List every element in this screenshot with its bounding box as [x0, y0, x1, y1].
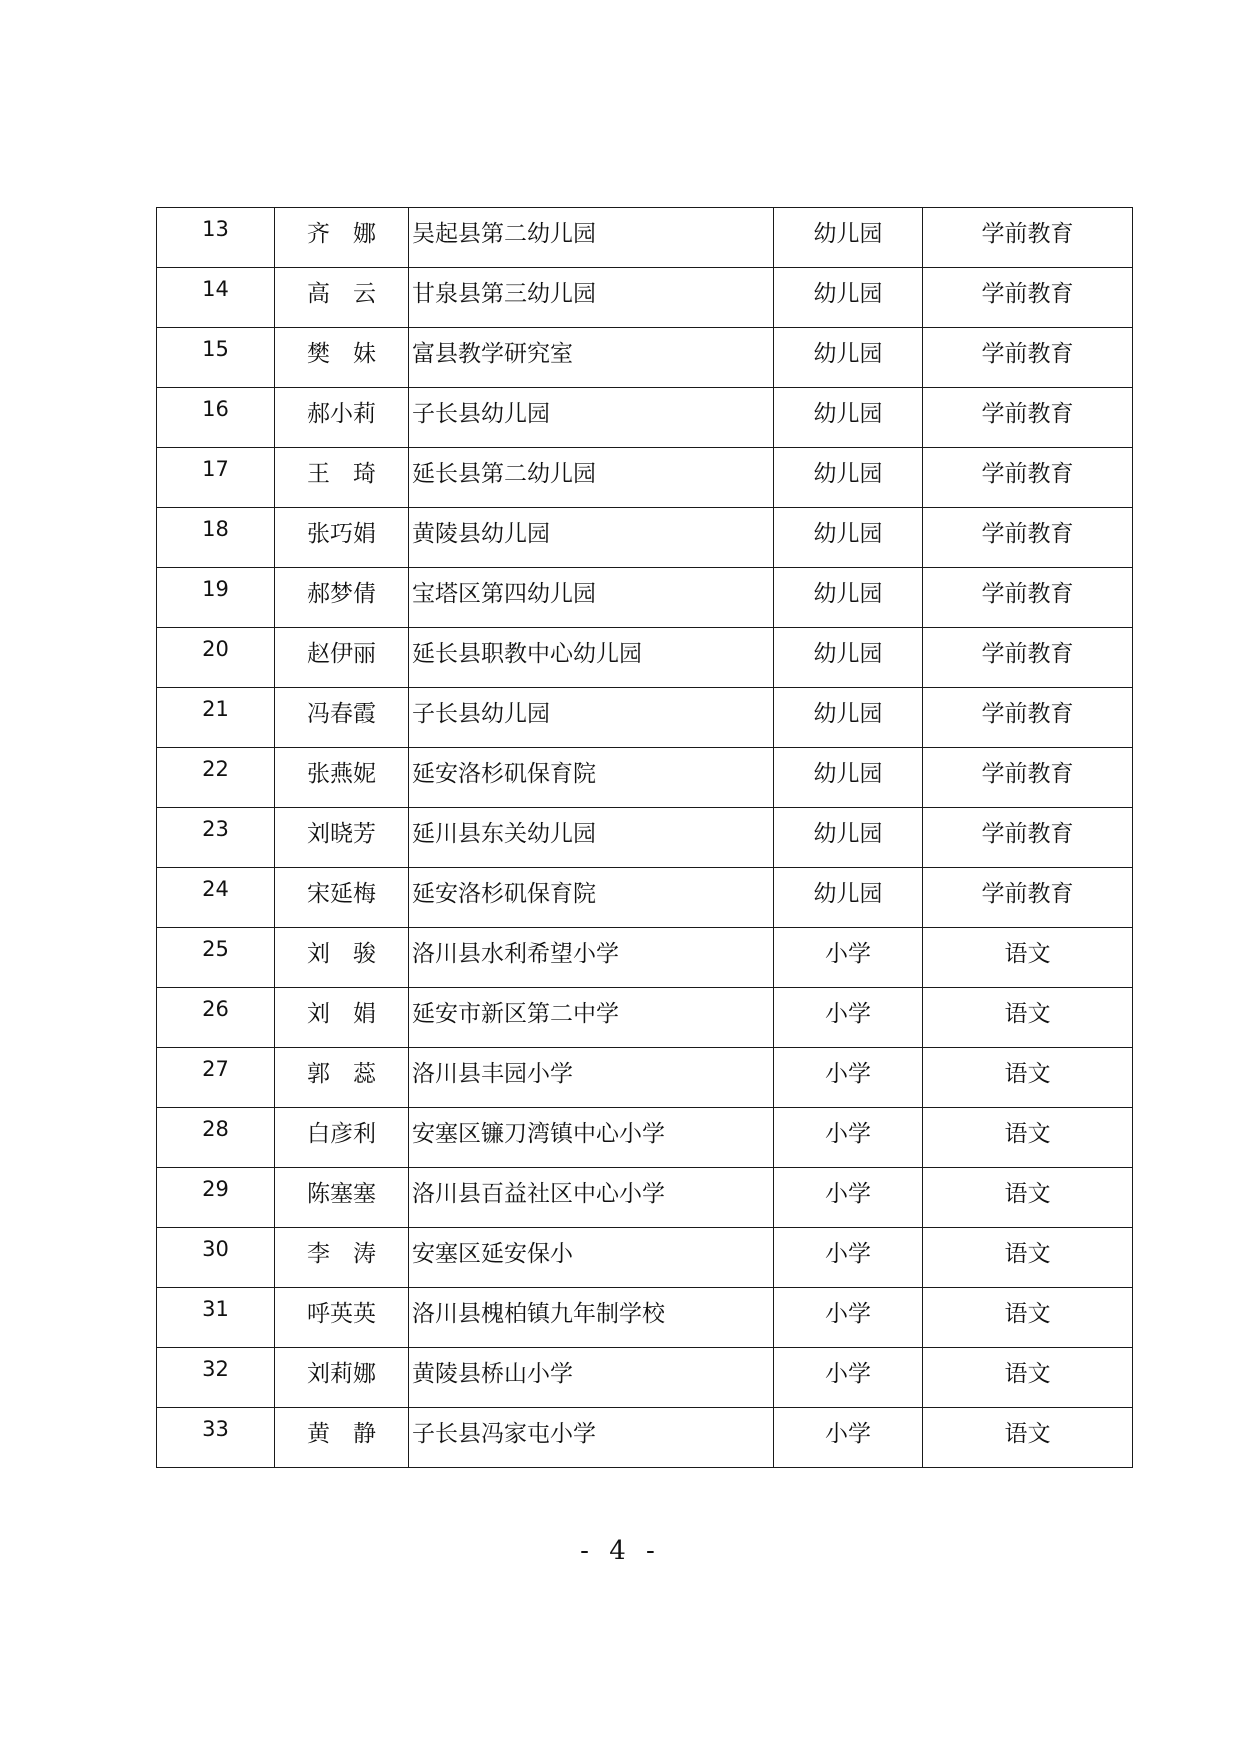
school-level-cell: 小学 — [774, 1288, 923, 1348]
serial-number-cell: 33 — [157, 1408, 275, 1468]
subject-cell: 学前教育 — [923, 808, 1133, 868]
table-row — [157, 388, 1133, 448]
table-row — [157, 928, 1133, 988]
name-cell: 赵伊丽 — [275, 628, 409, 688]
name-cell: 齐 娜 — [275, 208, 409, 268]
school-level-cell: 小学 — [774, 928, 923, 988]
school-level-cell: 幼儿园 — [774, 208, 923, 268]
subject-cell: 学前教育 — [923, 388, 1133, 448]
school-level-cell: 幼儿园 — [774, 508, 923, 568]
serial-number-cell: 31 — [157, 1288, 275, 1348]
unit-cell: 宝塔区第四幼儿园 — [409, 568, 774, 628]
unit-cell: 安塞区延安保小 — [409, 1228, 774, 1288]
name-cell: 郝梦倩 — [275, 568, 409, 628]
unit-cell: 洛川县百益社区中心小学 — [409, 1168, 774, 1228]
school-level-cell: 小学 — [774, 1408, 923, 1468]
school-level-cell: 幼儿园 — [774, 688, 923, 748]
serial-number-cell: 14 — [157, 268, 275, 328]
name-cell: 陈塞塞 — [275, 1168, 409, 1228]
serial-number-cell: 29 — [157, 1168, 275, 1228]
serial-number-cell: 22 — [157, 748, 275, 808]
subject-cell: 语文 — [923, 1228, 1133, 1288]
subject-cell: 语文 — [923, 988, 1133, 1048]
subject-cell: 学前教育 — [923, 268, 1133, 328]
subject-cell: 学前教育 — [923, 628, 1133, 688]
name-cell: 郭 蕊 — [275, 1048, 409, 1108]
roster-table-body — [157, 208, 1133, 1468]
unit-cell: 洛川县水利希望小学 — [409, 928, 774, 988]
school-level-cell: 小学 — [774, 1348, 923, 1408]
table-row — [157, 688, 1133, 748]
serial-number-cell: 21 — [157, 688, 275, 748]
name-cell: 张燕妮 — [275, 748, 409, 808]
table-row — [157, 508, 1133, 568]
school-level-cell: 幼儿园 — [774, 748, 923, 808]
subject-cell: 学前教育 — [923, 868, 1133, 928]
table-row — [157, 1408, 1133, 1468]
name-cell: 宋延梅 — [275, 868, 409, 928]
serial-number-cell: 13 — [157, 208, 275, 268]
table-row — [157, 568, 1133, 628]
table-row — [157, 988, 1133, 1048]
table-row — [157, 1288, 1133, 1348]
school-level-cell: 幼儿园 — [774, 388, 923, 448]
subject-cell: 学前教育 — [923, 568, 1133, 628]
unit-cell: 黄陵县桥山小学 — [409, 1348, 774, 1408]
school-level-cell: 小学 — [774, 1048, 923, 1108]
subject-cell: 学前教育 — [923, 688, 1133, 748]
table-row — [157, 868, 1133, 928]
serial-number-cell: 24 — [157, 868, 275, 928]
unit-cell: 洛川县丰园小学 — [409, 1048, 774, 1108]
serial-number-cell: 16 — [157, 388, 275, 448]
page-number: - 4 - — [580, 1536, 661, 1566]
table-row — [157, 808, 1133, 868]
unit-cell: 洛川县槐柏镇九年制学校 — [409, 1288, 774, 1348]
school-level-cell: 幼儿园 — [774, 868, 923, 928]
school-level-cell: 幼儿园 — [774, 628, 923, 688]
serial-number-cell: 28 — [157, 1108, 275, 1168]
serial-number-cell: 19 — [157, 568, 275, 628]
name-cell: 冯春霞 — [275, 688, 409, 748]
unit-cell: 延长县职教中心幼儿园 — [409, 628, 774, 688]
table-row — [157, 268, 1133, 328]
school-level-cell: 小学 — [774, 1108, 923, 1168]
table-row — [157, 1168, 1133, 1228]
subject-cell: 学前教育 — [923, 328, 1133, 388]
serial-number-cell: 25 — [157, 928, 275, 988]
name-cell: 李 涛 — [275, 1228, 409, 1288]
subject-cell: 语文 — [923, 1048, 1133, 1108]
serial-number-cell: 20 — [157, 628, 275, 688]
subject-cell: 语文 — [923, 1108, 1133, 1168]
subject-cell: 语文 — [923, 1168, 1133, 1228]
name-cell: 刘晓芳 — [275, 808, 409, 868]
serial-number-cell: 23 — [157, 808, 275, 868]
unit-cell: 甘泉县第三幼儿园 — [409, 268, 774, 328]
name-cell: 樊 妹 — [275, 328, 409, 388]
unit-cell: 延安洛杉矶保育院 — [409, 868, 774, 928]
unit-cell: 子长县冯家屯小学 — [409, 1408, 774, 1468]
subject-cell: 学前教育 — [923, 748, 1133, 808]
unit-cell: 延长县第二幼儿园 — [409, 448, 774, 508]
unit-cell: 安塞区镰刀湾镇中心小学 — [409, 1108, 774, 1168]
name-cell: 刘 骏 — [275, 928, 409, 988]
table-row — [157, 1228, 1133, 1288]
serial-number-cell: 30 — [157, 1228, 275, 1288]
unit-cell: 延川县东关幼儿园 — [409, 808, 774, 868]
name-cell: 白彦利 — [275, 1108, 409, 1168]
table-row — [157, 748, 1133, 808]
unit-cell: 黄陵县幼儿园 — [409, 508, 774, 568]
subject-cell: 学前教育 — [923, 208, 1133, 268]
subject-cell: 语文 — [923, 1288, 1133, 1348]
table-row — [157, 1048, 1133, 1108]
serial-number-cell: 26 — [157, 988, 275, 1048]
subject-cell: 学前教育 — [923, 508, 1133, 568]
school-level-cell: 幼儿园 — [774, 808, 923, 868]
name-cell: 刘 娟 — [275, 988, 409, 1048]
table-row — [157, 208, 1133, 268]
name-cell: 郝小莉 — [275, 388, 409, 448]
table-row — [157, 1348, 1133, 1408]
unit-cell: 吴起县第二幼儿园 — [409, 208, 774, 268]
school-level-cell: 幼儿园 — [774, 268, 923, 328]
serial-number-cell: 15 — [157, 328, 275, 388]
serial-number-cell: 32 — [157, 1348, 275, 1408]
table-row — [157, 1108, 1133, 1168]
school-level-cell: 小学 — [774, 988, 923, 1048]
subject-cell: 学前教育 — [923, 448, 1133, 508]
name-cell: 黄 静 — [275, 1408, 409, 1468]
name-cell: 王 琦 — [275, 448, 409, 508]
table-row — [157, 628, 1133, 688]
subject-cell: 语文 — [923, 1408, 1133, 1468]
school-level-cell: 小学 — [774, 1228, 923, 1288]
name-cell: 刘莉娜 — [275, 1348, 409, 1408]
name-cell: 高 云 — [275, 268, 409, 328]
unit-cell: 富县教学研究室 — [409, 328, 774, 388]
unit-cell: 延安市新区第二中学 — [409, 988, 774, 1048]
serial-number-cell: 17 — [157, 448, 275, 508]
subject-cell: 语文 — [923, 928, 1133, 988]
school-level-cell: 幼儿园 — [774, 568, 923, 628]
name-cell: 张巧娟 — [275, 508, 409, 568]
name-cell: 呼英英 — [275, 1288, 409, 1348]
school-level-cell: 小学 — [774, 1168, 923, 1228]
unit-cell: 延安洛杉矶保育院 — [409, 748, 774, 808]
serial-number-cell: 18 — [157, 508, 275, 568]
school-level-cell: 幼儿园 — [774, 328, 923, 388]
roster-table — [156, 207, 1133, 1468]
serial-number-cell: 27 — [157, 1048, 275, 1108]
table-row — [157, 328, 1133, 388]
unit-cell: 子长县幼儿园 — [409, 688, 774, 748]
school-level-cell: 幼儿园 — [774, 448, 923, 508]
table-row — [157, 448, 1133, 508]
unit-cell: 子长县幼儿园 — [409, 388, 774, 448]
subject-cell: 语文 — [923, 1348, 1133, 1408]
